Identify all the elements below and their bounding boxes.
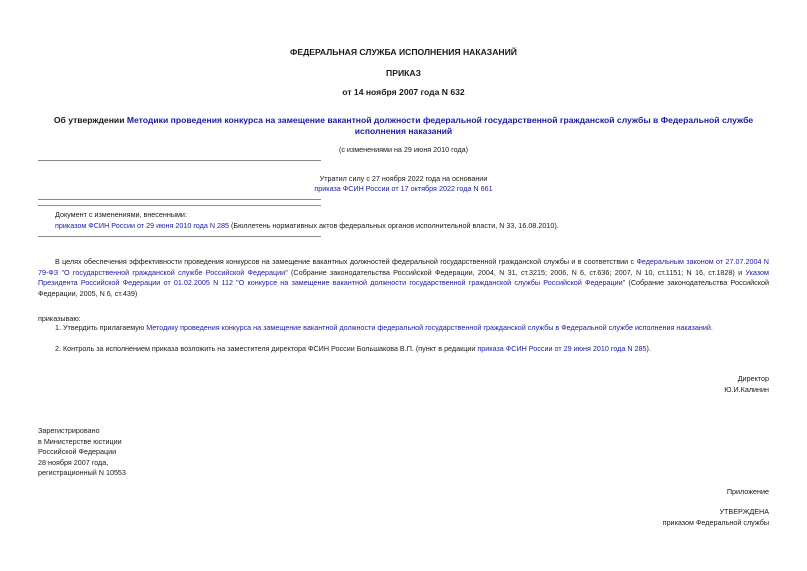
federal-law-link[interactable]: Федеральным законом от 27.07.2004 N 79-ФЗ "О государственной гражданской службе Российской Федерации" xyxy=(38,257,769,277)
title-prefix: Об утверждении xyxy=(53,115,127,125)
registration-line: в Министерстве юстиции xyxy=(38,436,122,446)
item2-order-link[interactable]: приказа ФСИН России от 29 июня 2010 года N 285 xyxy=(477,344,647,353)
registration-line: Зарегистрировано xyxy=(38,426,100,435)
appendix-label: Приложение xyxy=(726,487,769,496)
item1-methodology-link[interactable]: Методику проведения конкурса на замещение вакантной должности федеральной государственной гражданской службы в Федеральной службе исполнения наказаний xyxy=(146,323,711,332)
registration-line: регистрационный N 10553 xyxy=(38,468,126,478)
item-text: ). xyxy=(646,344,651,353)
invalid-notice: Утратил силу с 27 ноября 2022 года на основании xyxy=(319,174,488,183)
preamble-text: (Собрание законодательства Российской Федерации, 2004, N 31, ст.3215; 2006, N 6, ст.636; 2007, N 10, ст.1151; N 16, ст.1828) и xyxy=(287,267,746,277)
document-date-number: от 14 ноября 2007 года N 632 xyxy=(342,87,465,97)
order-item-1 xyxy=(55,323,769,334)
approved-by-order: приказом Федеральной службы xyxy=(662,517,769,527)
document-title xyxy=(38,115,769,137)
signature-block xyxy=(724,374,769,395)
agency-name: ФЕДЕРАЛЬНАЯ СЛУЖБА ИСПОЛНЕНИЯ НАКАЗАНИЙ xyxy=(290,47,517,57)
item-text: . xyxy=(710,323,713,332)
approved-word: УТВЕРЖДЕНА xyxy=(719,507,769,516)
divider xyxy=(38,160,321,161)
divider xyxy=(38,199,321,200)
signatory-position: Директор xyxy=(737,374,769,383)
amendment-order-link[interactable]: приказом ФСИН России от 29 июня 2010 года N 285 xyxy=(55,221,230,230)
divider xyxy=(38,236,321,237)
amendment-source: (Бюллетень нормативных актов федеральных органов исполнительной власти, N 33, 16.08.2010). xyxy=(229,221,559,230)
order-item-2 xyxy=(55,344,769,355)
amendments-heading: Документ с изменениями, внесенными: xyxy=(55,210,187,219)
amended-note: (с изменениями на 29 июня 2010 года) xyxy=(338,145,469,154)
amendments-entry xyxy=(55,221,775,232)
signatory-name: Ю.И.Калинин xyxy=(724,384,769,394)
divider xyxy=(38,205,321,206)
registration-line: Российской Федерации xyxy=(38,447,117,457)
order-word: приказываю: xyxy=(38,314,81,323)
registration-line: 28 ноября 2007 года, xyxy=(38,457,109,467)
preamble-text: (Собрание законодательства Российской Федерации, 2005, N 6, ст.439) xyxy=(38,278,769,298)
title-methodology-link[interactable]: Методики проведения конкурса на замещение вакантной должности федеральной государственной гражданской службы в Федеральной службе исполнения наказаний xyxy=(126,115,754,136)
item-text: 1. Утвердить прилагаемую xyxy=(55,323,147,332)
presidential-decree-link[interactable]: Указом Президента Российской Федерации от 01.02.2005 N 112 "О конкурсе на замещение вакантной должности государственной гражданской службы Российской Федерации" xyxy=(38,267,769,288)
invalid-order-link[interactable]: приказа ФСИН России от 17 октября 2022 года N 661 xyxy=(314,184,493,193)
preamble-paragraph xyxy=(38,257,769,299)
document-type: ПРИКАЗ xyxy=(386,68,421,78)
preamble-text: В целях обеспечения эффективности проведения конкурсов на замещение вакантных должностей федеральной государственной гражданской службы и в соответствии с xyxy=(55,257,637,266)
appendix-approval xyxy=(663,507,769,528)
registration-block xyxy=(38,426,126,479)
item-text: 2. Контроль за исполнением приказа возложить на заместителя директора ФСИН России Большакова В.П. (пункт в редакции xyxy=(55,344,478,353)
